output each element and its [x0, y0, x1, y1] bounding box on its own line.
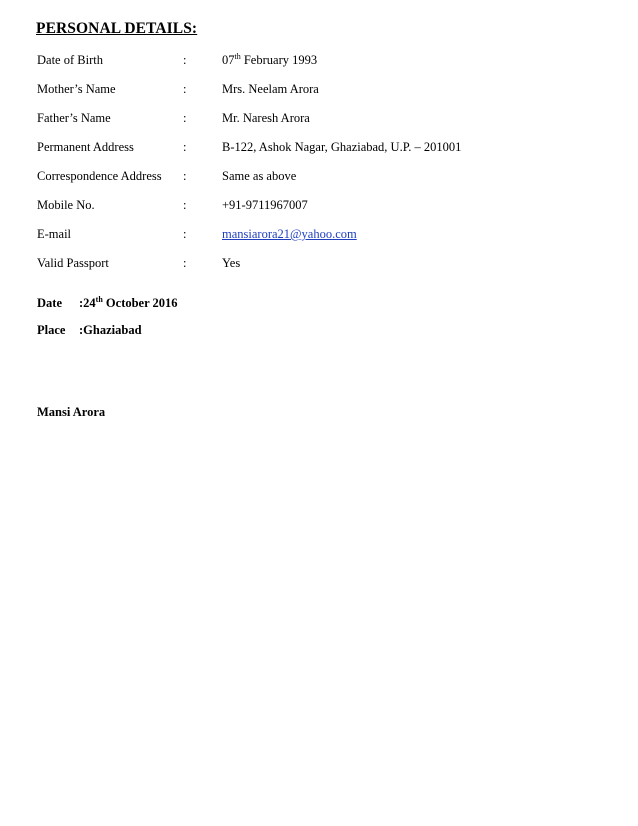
detail-value	[222, 225, 357, 243]
detail-label: E-mail	[37, 227, 72, 241]
footer-date-separator: :	[79, 296, 84, 310]
ordinal-suffix: th	[95, 295, 103, 304]
detail-label: Correspondence Address	[37, 169, 162, 183]
detail-colon: :	[183, 53, 187, 67]
detail-label: Date of Birth	[37, 53, 103, 67]
detail-label: Mobile No.	[37, 198, 95, 212]
detail-value: B-122, Ashok Nagar, Ghaziabad, U.P. – 201001	[222, 140, 462, 154]
detail-colon: :	[183, 227, 187, 241]
detail-value: Same as above	[222, 169, 297, 183]
signature-name: Mansi Arora	[37, 405, 106, 419]
detail-colon: :	[183, 198, 187, 212]
detail-colon: :	[183, 169, 187, 183]
detail-label: Permanent Address	[37, 140, 134, 154]
ordinal-suffix: th	[234, 52, 241, 61]
detail-label: Valid Passport	[37, 256, 109, 270]
footer-place	[37, 321, 142, 339]
detail-value: Mrs. Neelam Arora	[222, 82, 319, 96]
detail-label: Mother’s Name	[37, 82, 116, 96]
footer-date-label: Date	[37, 296, 62, 310]
footer-place-value: Ghaziabad	[83, 323, 142, 337]
detail-value: +91-9711967007	[222, 198, 308, 212]
detail-colon: :	[183, 140, 187, 154]
footer-date	[37, 294, 178, 312]
detail-value: Mr. Naresh Arora	[222, 111, 310, 125]
footer-date-value: 24th October 2016	[83, 295, 178, 310]
detail-colon: :	[183, 111, 187, 125]
email-link[interactable]: mansiarora21@yahoo.com	[222, 227, 357, 241]
detail-value: 07th February 1993	[222, 52, 318, 67]
detail-label: Father’s Name	[37, 111, 111, 125]
detail-value: Yes	[222, 256, 241, 270]
footer-place-separator: :	[79, 323, 84, 337]
footer-place-label: Place	[37, 323, 66, 337]
detail-colon: :	[183, 82, 187, 96]
detail-colon: :	[183, 256, 187, 270]
section-heading: PERSONAL DETAILS:	[36, 20, 198, 37]
